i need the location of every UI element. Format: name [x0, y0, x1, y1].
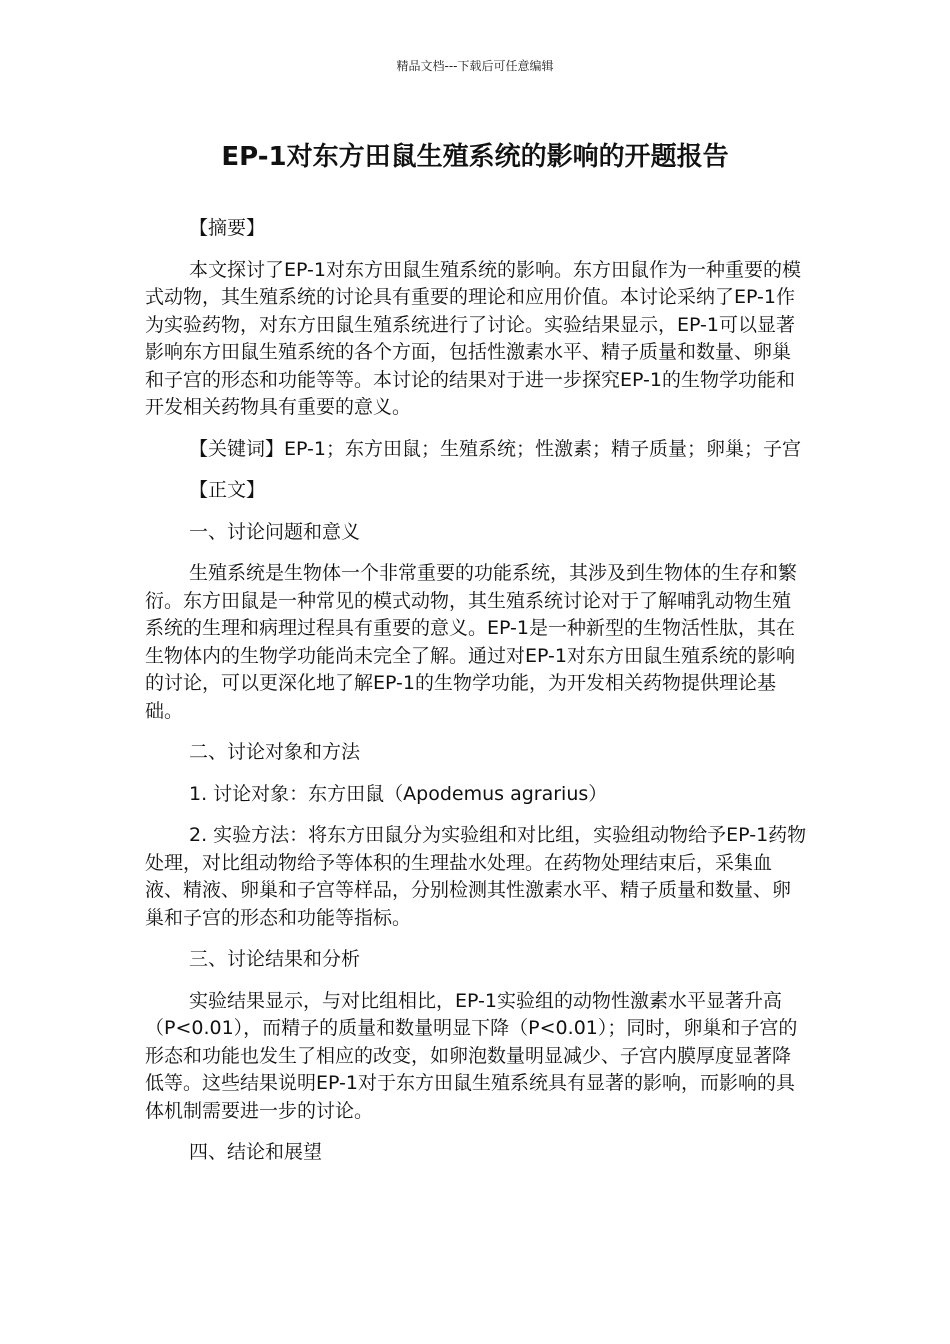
abstract-paragraph: 本文探讨了EP-1对东方田鼠生殖系统的影响。东方田鼠作为一种重要的模式动物，其生殖系统的讨论具有重要的理论和应用价值。本讨论采纳了EP-1作为实验药物，对东方田鼠生殖系统进行了讨论。实验结果显示，EP-1可以显著影响东方田鼠生殖系统的各个方面，包括性激素水平、精子质量和数量、卵巢和子宫的形态和功能等等。本讨论的结果对于进一步探究EP-1的生物学功能和开发相关药物具有重要的意义。: [145, 258, 801, 418]
page-header-note: 精品文档---下载后可任意编辑: [396, 59, 554, 73]
document-body: [145, 215, 807, 1181]
section-heading-4: 四、结论和展望: [189, 1141, 323, 1163]
abstract-heading: 【摘要】: [189, 217, 266, 239]
section-heading-3: 三、讨论结果和分析: [189, 948, 361, 970]
body-heading: 【正文】: [189, 479, 266, 501]
section-heading-2: 二、讨论对象和方法: [189, 741, 361, 763]
results-paragraph: 实验结果显示，与对比组相比，EP-1实验组的动物性激素水平显著升高（P<0.01），而精子的质量和数量明显下降（P<0.01）；同时，卵巢和子宫的形态和功能也发生了相应的改变，如卵泡数量明显减少、子宫内膜厚度显著降低等。这些结果说明EP-1对于东方田鼠生殖系统具有显著的影响，而影响的具体机制需要进一步的讨论。: [145, 989, 798, 1122]
subject-paragraph: 1. 讨论对象：东方田鼠（Apodemus agrarius）: [189, 782, 608, 805]
section-heading-1: 一、讨论问题和意义: [189, 520, 361, 543]
document-title: EP-1对东方田鼠生殖系统的影响的开题报告: [221, 142, 729, 172]
section-1-paragraph: 生殖系统是生物体一个非常重要的功能系统，其涉及到生物体的生存和繁衍。东方田鼠是一种常见的模式动物，其生殖系统讨论对于了解哺乳动物生殖系统的生理和病理过程具有重要的意义。EP-1是一种新型的生物活性肽，其在生物体内的生物学功能尚未完全了解。通过对EP-1对东方田鼠生殖系统的影响的讨论，可以更深化地了解EP-1的生物学功能，为开发相关药物提供理论基础。: [145, 562, 798, 722]
keywords-paragraph: 【关键词】EP-1；东方田鼠；生殖系统；性激素；精子质量；卵巢；子宫: [189, 437, 801, 460]
method-paragraph: 2. 实验方法：将东方田鼠分为实验组和对比组，实验组动物给予EP-1药物处理，对比组动物给予等体积的生理盐水处理。在药物处理结束后，采集血液、精液、卵巢和子宫等样品，分别检测其性激素水平、精子质量和数量、卵巢和子宫的形态和功能等指标。: [145, 824, 807, 929]
